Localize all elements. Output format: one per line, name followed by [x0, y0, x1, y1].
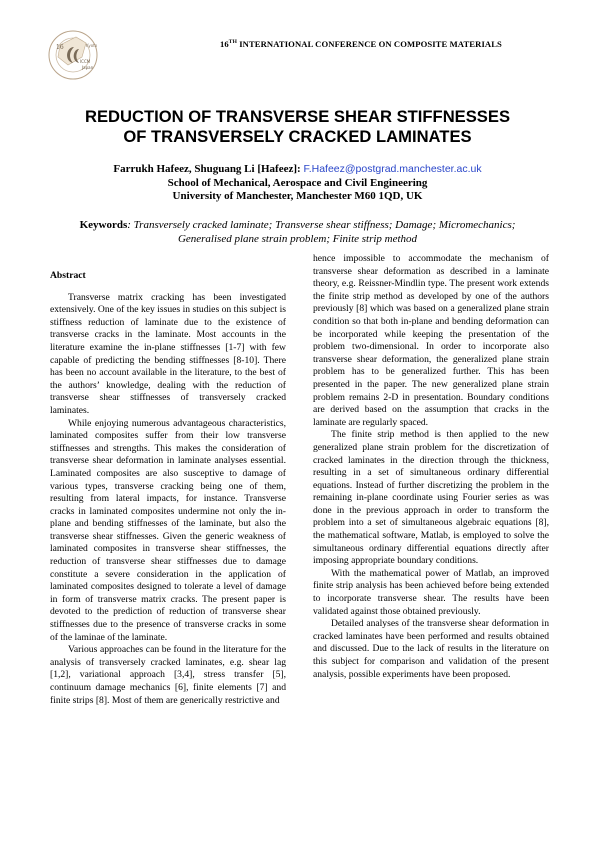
right-paragraph-3: With the mathematical power of Matlab, an improved finite strip analysis has been achieved before being extended to incorporate transverse shear. The results have been validated against those obtained previously. — [313, 567, 549, 617]
conference-logo — [46, 27, 100, 85]
svg-text:Kyoto: Kyoto — [86, 43, 98, 48]
right-paragraph-1: hence impossible to accommodate the mechanism of transverse shear deformation as described in a laminate theory, e.g. Reissner-Mindlin type. The present work extends the finite strip method as developed by one of the authors previously [8] which was based on a generalized plane strain condition so that both in-plane and bending deformation can be incorporated while keeping the presentation of the problem two-dimensional. In order to incorporate also transverse shear deformation, the generalized plane strain problem has to be generalized further. This has been presented in the paper. The new generalized plane strain problem remains 2-D in presentation. Boundary conditions are derived based on the assumption that cracks in the laminate are regularly spaced. — [313, 253, 549, 428]
conference-number: 16 — [220, 39, 229, 49]
conference-suffix: TH — [228, 39, 237, 46]
author-block — [40, 163, 555, 204]
author-names: Farrukh Hafeez, Shuguang Li [Hafeez]: — [113, 163, 304, 175]
left-paragraph-3: Various approaches can be found in the literature for the analysis of transversely cracked laminates, e.g. shear lag [1,2], variational approach [3,4], stress transfer [5], continuum damage mechanics [6], finite elements [7] and finite strips [8]. Most of them are generically restrictive and — [50, 644, 286, 706]
conference-name: INTERNATIONAL CONFERENCE ON COMPOSITE MATERIALS — [239, 39, 502, 49]
keywords-text: : Transversely cracked laminate; Transverse shear stiffness; Damage; Micromechanics; Generalised plane strain problem; Finite strip method — [127, 219, 516, 245]
title-line-1: REDUCTION OF TRANSVERSE SHEAR STIFFNESSES — [84, 107, 511, 126]
author-line — [40, 163, 555, 177]
title-line-2: OF TRANSVERSELY CRACKED LAMINATES — [123, 127, 472, 146]
conference-header — [220, 39, 550, 49]
iccm-japan-logo-icon — [46, 27, 100, 85]
svg-text:16: 16 — [56, 44, 64, 51]
left-column — [50, 270, 286, 707]
right-column — [313, 253, 549, 681]
affiliation-line-2: University of Manchester, Manchester M60 1QD, UK — [172, 190, 423, 202]
svg-text:Japan: Japan — [82, 65, 94, 70]
left-paragraph-2: While enjoying numerous advantageous characteristics, laminated composites suffer from their low transverse stiffnesses and strengths. This makes the consideration of transverse shear deformation in laminate analyses essential. Laminated composites are also susceptive to damage of various types, transverse cracking being one of them, resulting from lateral impacts, for instance. Transverse cracks in laminated composites undermine not only the in-plane and bending stiffnesses of the laminate, but also the transverse shear stiffnesses. Given the generic weakness of laminated composites in transverse shear stiffnesses, the reduction of transverse shear stiffnesses due to damage constitute a severe consideration in the application of laminated composites designed to tolerate a level of damage in form of transverse matrix cracks. The present paper is devoted to the prediction of reduction of transverse shear stiffnesses due to the presence of transverse cracks in some of the laminae of the laminate. — [50, 417, 286, 643]
svg-text:ICCM: ICCM — [80, 59, 91, 64]
keywords-label: Keywords — [79, 219, 128, 231]
right-paragraph-2: The finite strip method is then applied to the new generalized plane strain problem for the discretization of cracked laminates in the direction through the thickness, resulting in a set of simultaneous ordinary differential equations. Instead of further discretizing the problem in the remaining in-plane coordinate using Fourier series as was done in the previous approach in order to transform the problem into a set of simultaneous algebraic equations [8], the mathematical software, Matlab, is employed to solve the simultaneous ordinary differential equations directly after imposing appropriate boundary conditions. — [313, 429, 549, 567]
affiliation-line-1: School of Mechanical, Aerospace and Civil Engineering — [167, 176, 428, 189]
author-email-link[interactable]: F.Hafeez@postgrad.manchester.ac.uk — [303, 163, 482, 175]
keywords-block — [70, 218, 525, 246]
left-paragraph-1: Transverse matrix cracking has been investigated extensively. One of the key issues in studies on this subject is stiffness reduction of laminate due to the existence of transverse cracks in the laminate. Most accounts in the literature examine the in-plane stiffnesses [1-7] with few capable of predicting the bending stiffnesses [8-10]. There has been no account available in the literature, to the best of the authors’ knowledge, dealing with the reduction of transverse shear stiffnesses of transversely cracked laminates. — [50, 291, 286, 416]
right-paragraph-4: Detailed analyses of the transverse shear deformation in cracked laminates have been performed and results obtained and discussed. Due to the lack of results in the literature on this subject for comparison and validation of the present analysis, possible experiments have been proposed. — [313, 618, 549, 680]
paper-title — [40, 107, 555, 147]
abstract-heading: Abstract — [50, 270, 86, 281]
